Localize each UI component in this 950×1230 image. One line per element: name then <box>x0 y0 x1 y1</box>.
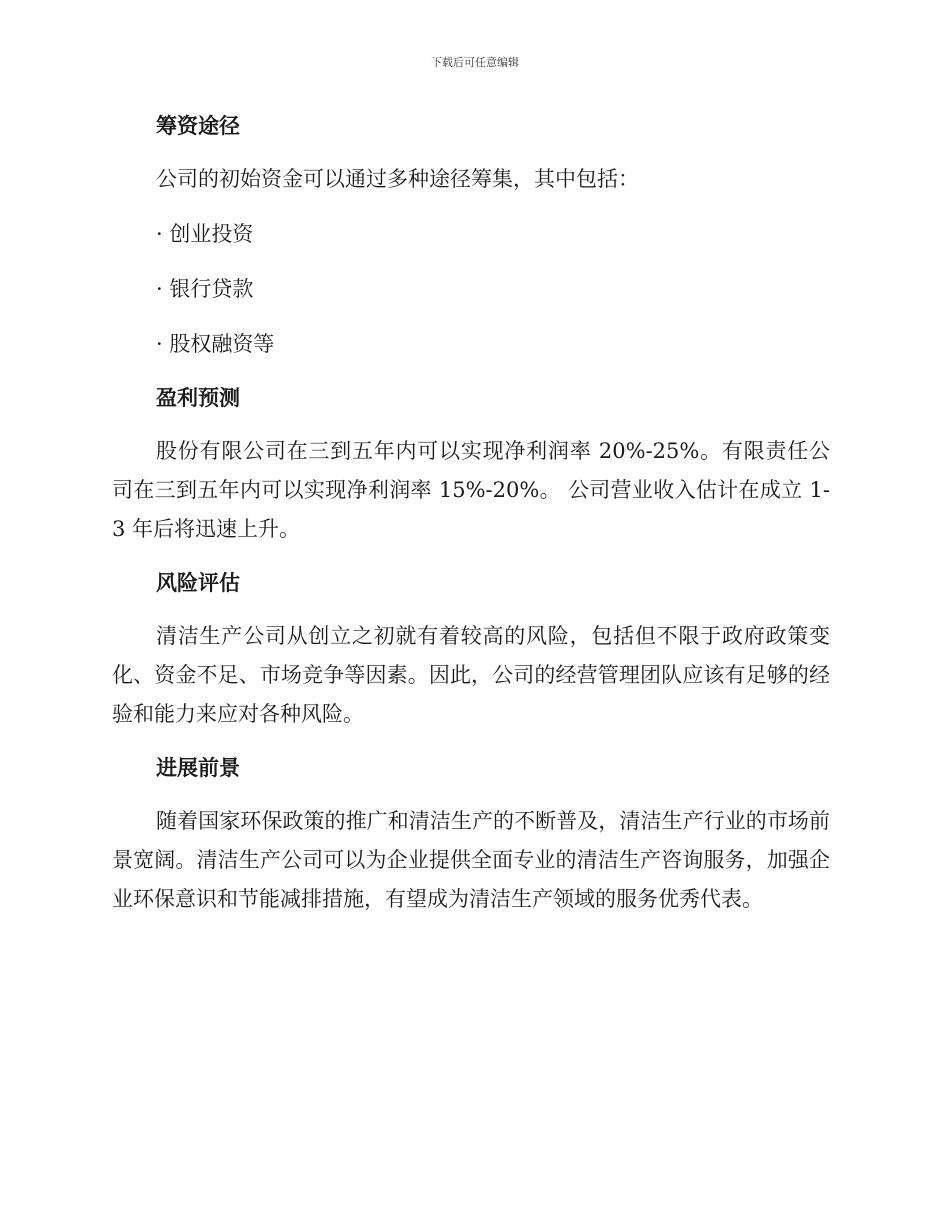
page-header-note: 下载后可任意编辑 <box>431 56 519 69</box>
section-heading-financing: 筹资途径 <box>156 113 240 138</box>
section-heading-profit: 盈利预测 <box>156 385 240 410</box>
section-paragraph-profit: 股份有限公司在三到五年内可以实现净利润率 20%-25%。有限责任公司在三到五年内可以实现净利润率 15%-20%。 公司营业收入估计在成立 1-3 年后将迅速上升。 <box>112 439 830 541</box>
section-paragraph-outlook: 随着国家环保政策的推广和清洁生产的不断普及，清洁生产行业的市场前景宽阔。清洁生产公司可以为企业提供全面专业的清洁生产咨询服务，加强企业环保意识和节能减排措施，有望成为清洁生产领域的服务优秀代表。 <box>112 809 830 911</box>
section-intro-financing: 公司的初始资金可以通过多种途径筹集，其中包括： <box>156 167 639 191</box>
bullet-item: · 银行贷款 <box>156 277 254 301</box>
bullet-item: · 股权融资等 <box>156 332 275 356</box>
bullet-item: · 创业投资 <box>156 222 254 246</box>
section-paragraph-risk: 清洁生产公司从创立之初就有着较高的风险，包括但不限于政府政策变化、资金不足、市场竞争等因素。因此，公司的经营管理团队应该有足够的经验和能力来应对各种风险。 <box>112 624 830 726</box>
section-heading-outlook: 进展前景 <box>156 755 240 780</box>
document-body <box>112 108 830 919</box>
section-heading-risk: 风险评估 <box>156 570 240 595</box>
